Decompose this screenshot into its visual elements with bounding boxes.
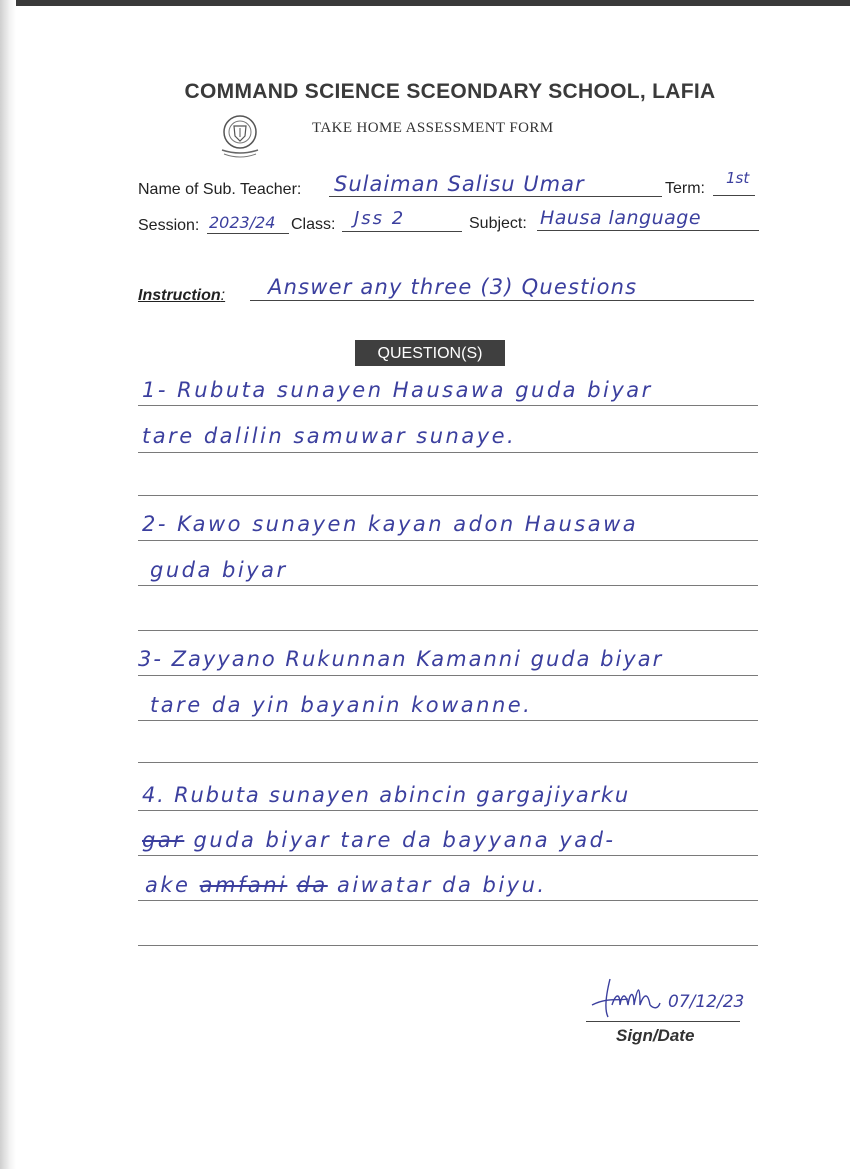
question-3-line-2: tare da yin bayanin kowanne. <box>150 693 533 717</box>
session-label: Session: <box>138 217 200 234</box>
scan-left-edge <box>0 0 16 1169</box>
ruled-line <box>138 630 758 631</box>
question-2-line-2: guda biyar <box>150 558 288 582</box>
class-underline <box>342 231 462 232</box>
ruled-line <box>138 900 758 901</box>
question-2-line-1: 2- Kawo sunayen kayan adon Hausawa <box>142 512 639 536</box>
school-crest-icon <box>212 112 268 162</box>
question-3-line-1: 3- Zayyano Rukunnan Kamanni guda biyar <box>138 647 664 671</box>
ruled-line <box>138 675 758 676</box>
question-4-line-3: ake amfani da aiwatar da biyu. <box>145 873 547 897</box>
question-1-line-2: tare dalilin samuwar sunaye. <box>142 424 517 448</box>
school-name: COMMAND SCIENCE SCEONDARY SCHOOL, LAFIA <box>184 80 716 103</box>
struck-word: da <box>296 873 328 897</box>
term-value: 1st <box>726 169 750 187</box>
session-value: 2023/24 <box>209 213 276 232</box>
scan-top-edge <box>0 0 850 6</box>
ruled-line <box>138 810 758 811</box>
ruled-line <box>138 945 758 946</box>
questions-heading: QUESTION(S) <box>355 340 505 366</box>
instruction-label: Instruction: <box>138 287 226 304</box>
struck-word: gar <box>142 828 185 852</box>
session-underline <box>207 233 289 234</box>
ruled-line <box>138 720 758 721</box>
question-4-line-2: gar guda biyar tare da bayyana yad- <box>142 828 616 852</box>
ruled-line <box>138 585 758 586</box>
signature-date: 07/12/23 <box>668 992 745 1012</box>
form-title: TAKE HOME ASSESSMENT FORM <box>312 120 554 136</box>
ruled-line <box>138 452 758 453</box>
instruction-value: Answer any three (3) Questions <box>268 275 638 299</box>
struck-word: amfani <box>199 873 288 897</box>
ruled-line <box>138 540 758 541</box>
class-label: Class: <box>291 216 336 233</box>
ruled-line <box>138 495 758 496</box>
term-label: Term: <box>665 180 705 197</box>
sign-date-label: Sign/Date <box>616 1026 695 1045</box>
ruled-line <box>138 762 758 763</box>
ruled-line <box>138 855 758 856</box>
subject-value: Hausa language <box>540 207 702 229</box>
term-underline <box>713 195 755 196</box>
teacher-label: Name of Sub. Teacher: <box>138 181 302 198</box>
teacher-value: Sulaiman Salisu Umar <box>334 172 585 196</box>
instruction-underline <box>250 300 754 301</box>
subject-underline <box>537 230 759 231</box>
class-value: Jss 2 <box>354 208 406 229</box>
ruled-line <box>138 405 758 406</box>
question-1-line-1: 1- Rubuta sunayen Hausawa guda biyar <box>142 378 653 402</box>
signature-underline <box>586 1021 740 1022</box>
teacher-underline <box>329 196 662 197</box>
question-4-line-1: 4. Rubuta sunayen abincin gargajiyarku <box>142 783 630 807</box>
subject-label: Subject: <box>469 215 527 232</box>
